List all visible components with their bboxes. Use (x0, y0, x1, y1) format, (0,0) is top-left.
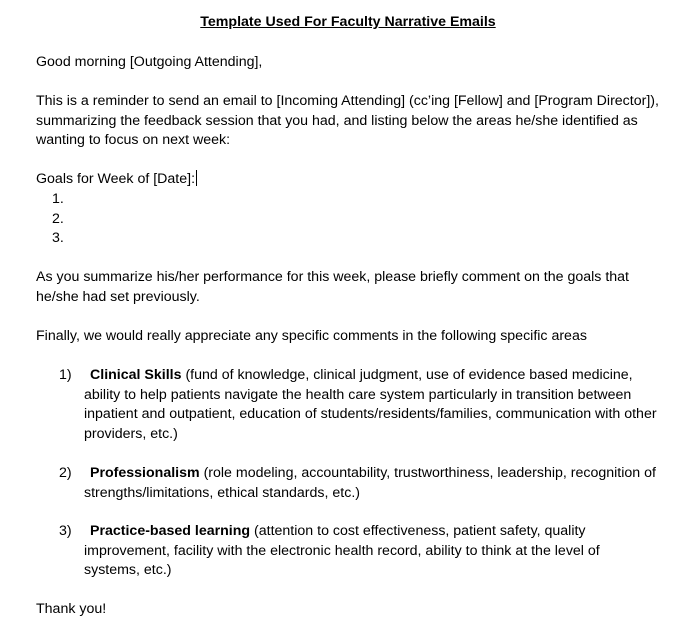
area-title: Practice-based learning (90, 523, 251, 539)
greeting-line: Good morning [Outgoing Attending], (36, 54, 263, 70)
area-title: Professionalism (90, 465, 200, 481)
document-title: Template Used For Faculty Narrative Emails (200, 14, 496, 30)
area-number: 3) (59, 523, 72, 539)
area-description: (fund of knowledge, clinical judgment, use of evidence based medicine, ability to help patients navigate the health care system particularly in transition between inpatient and outpatient, education of students/residents/families, communication with other providers, etc.) (84, 367, 657, 442)
area-body (84, 522, 659, 581)
area-number: 2) (59, 465, 72, 481)
area-description: (role modeling, accountability, trustworthiness, leadership, recognition of strengths/limitations, ethical standards, etc.) (84, 465, 656, 501)
goal-item-2: 2. (52, 210, 64, 227)
goal-item-1: 1. (52, 191, 64, 207)
area-title: Clinical Skills (90, 367, 182, 383)
area-description: (attention to cost effectiveness, patient safety, quality improvement, facility with the electronic health record, ability to think at the level of systems, etc.) (84, 523, 600, 579)
finally-paragraph: Finally, we would really appreciate any specific comments in the following specific areas (36, 328, 587, 344)
area-body (84, 464, 659, 503)
goals-label: Goals for Week of [Date]: (36, 171, 196, 187)
goals-heading (36, 170, 666, 190)
area-body (84, 366, 659, 444)
closing-line: Thank you! (36, 601, 107, 617)
area-number: 1) (59, 367, 72, 383)
reminder-paragraph: This is a reminder to send an email to [Incoming Attending] (cc’ing [Fellow] and [Program Director]), summarizing the feedback session that you had, and listing below the areas he/she identified as wanting to focus on next week: (36, 93, 659, 149)
summary-paragraph: As you summarize his/her performance for this week, please briefly comment on the goals that he/she had set previously. (36, 269, 629, 305)
goal-item-3: 3. (52, 230, 64, 247)
goals-list (52, 190, 64, 249)
text-cursor (196, 170, 197, 186)
